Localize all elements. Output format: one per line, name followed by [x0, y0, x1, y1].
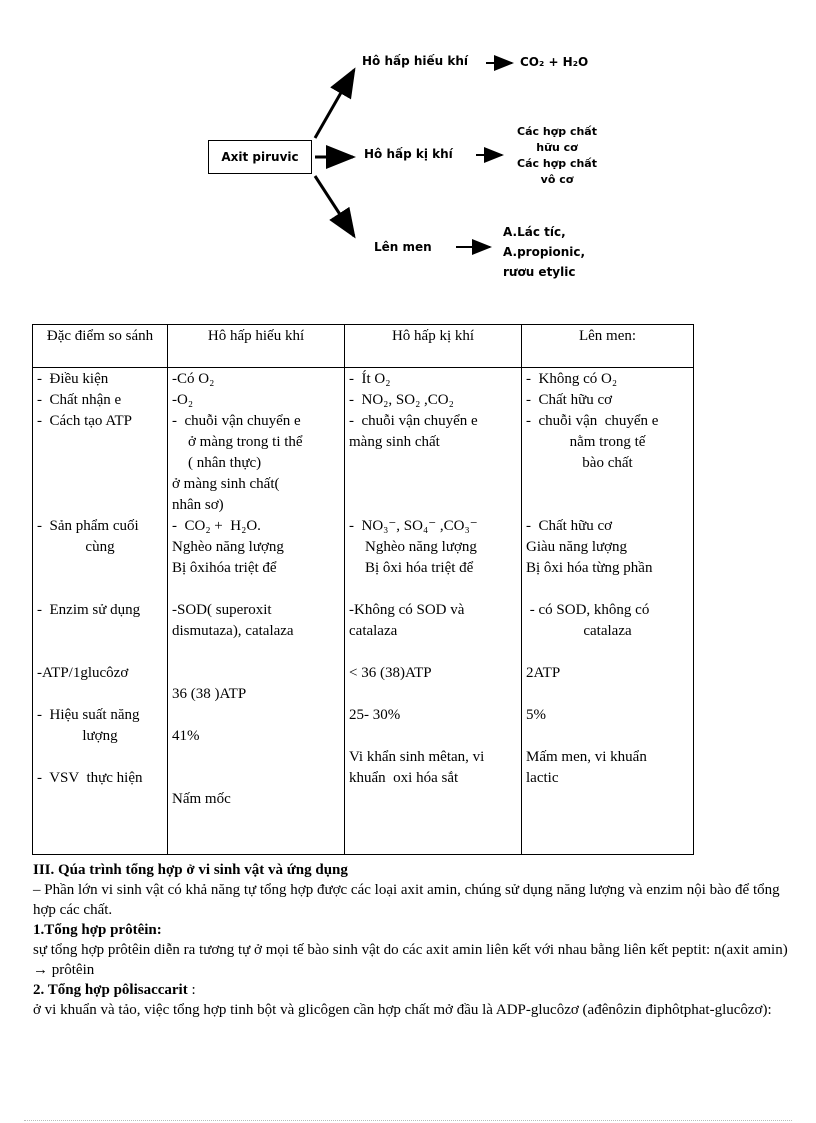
cell-line: catalaza: [349, 623, 398, 639]
anaerobic-cell: [345, 368, 522, 855]
cell-line: [349, 579, 517, 600]
page-bottom-rule: [24, 1120, 792, 1121]
cell-line: [37, 558, 163, 579]
cell-line: [37, 642, 163, 663]
comparison-table: [32, 324, 694, 855]
intro-paragraph: – Phần lớn vi sinh vật có khả năng tự tổng hợp được các loại axit amin, chúng sử dụng năng lượng và enzim nội bào để tổng hợp các chất.: [33, 882, 780, 918]
cell-line: -SOD( superoxit: [172, 602, 272, 618]
cell-line: nhân sơ): [172, 497, 224, 513]
cell-line: - chuỗi vận chuyển e: [172, 413, 301, 429]
fermentation-product-line: rươu etylic: [503, 265, 576, 279]
cell-line: 5%: [526, 707, 546, 723]
cell-line: [37, 747, 163, 768]
cell-line: 36 (38 )ATP: [172, 686, 247, 702]
cell-line: -O₂: [172, 392, 194, 408]
cell-line: - Cách tạo ATP: [37, 413, 132, 429]
cell-line: [37, 579, 163, 600]
table-header-row: [33, 325, 694, 368]
cell-line: - Chất nhận e: [37, 392, 122, 408]
cell-line: - CO₂ + H₂O.: [172, 518, 261, 534]
cell-line: - NO₂, SO₂ ,CO₂: [349, 392, 454, 408]
cell-line: cùng: [85, 539, 115, 555]
cell-line: - Điều kiện: [37, 371, 109, 387]
axit-piruvic-label: Axit piruvic: [221, 150, 299, 164]
notes-section: [33, 860, 793, 1020]
cell-line: [526, 642, 689, 663]
cell-line: ở màng sinh chất(: [172, 476, 280, 492]
subheading-polysaccharide-line: [33, 980, 793, 1000]
cell-line: Bị ôxi hóa triệt để: [365, 560, 474, 576]
fermentation-product-line: A.propionic,: [503, 245, 586, 259]
cell-line: Bị ôxihóa triệt để: [172, 560, 277, 576]
cell-line: [172, 663, 340, 684]
cell-line: [349, 474, 517, 495]
anaerobic-product-line: Các hợp chất: [517, 125, 597, 138]
cell-line: - Chất hữu cơ: [526, 392, 613, 408]
cell-line: [349, 642, 517, 663]
cell-line: [37, 621, 163, 642]
cell-line: Vi khẩn sinh mêtan, vi: [349, 749, 485, 765]
header-cell: Hô hấp hiếu khí: [168, 325, 345, 368]
header-cell: Đặc điểm so sánh: [33, 325, 168, 368]
cell-line: bào chất: [582, 455, 633, 471]
anaerobic-products: [505, 124, 609, 188]
cell-line: lactic: [526, 770, 559, 786]
cell-line: màng sinh chất: [349, 434, 440, 450]
axit-piruvic-box: [208, 140, 312, 174]
cell-line: [172, 642, 340, 663]
cell-line: - VSV thực hiện: [37, 770, 143, 786]
cell-line: - Không có O₂: [526, 371, 618, 387]
anaerobic-product-line: vô cơ: [540, 173, 574, 186]
anaerobic-label: Hô hấp kị khí: [364, 147, 453, 161]
cell-line: [526, 684, 689, 705]
subheading-protein: 1.Tổng hợp prôtêin:: [33, 922, 162, 938]
cell-line: [37, 684, 163, 705]
cell-line: [37, 474, 163, 495]
cell-line: Nấm mốc: [172, 791, 231, 807]
cell-line: Giàu năng lượng: [526, 539, 628, 555]
cell-line: - chuỗi vận chuyển e: [349, 413, 478, 429]
cell-line: [526, 579, 689, 600]
cell-line: -Có O₂: [172, 371, 215, 387]
cell-line: [349, 453, 517, 474]
cell-line: ở màng trong ti thể: [188, 434, 303, 450]
cell-line: - Sản phẩm cuối: [37, 518, 139, 534]
table-row: [33, 368, 694, 855]
cell-line: Nghèo năng lượng: [172, 539, 284, 555]
cell-line: - NO₃⁻, SO₄⁻ ,CO₃⁻: [349, 518, 478, 534]
cell-line: Bị ôxi hóa từng phần: [526, 560, 653, 576]
cell-line: [349, 684, 517, 705]
cell-line: [172, 579, 340, 600]
polysaccharide-paragraph: ở vi khuẩn và tảo, việc tổng hợp tinh bột và glicôgen cần hợp chất mở đầu là ADP-glucôzơ (ađênôzin điphôtphat-glucôzơ):: [33, 1002, 772, 1018]
cell-line: [349, 495, 517, 516]
arrow-to-aerobic: [315, 70, 354, 138]
anaerobic-product-line: Các hợp chất: [517, 157, 597, 170]
cell-line: lượng: [82, 728, 118, 744]
cell-line: - Ít O₂: [349, 371, 391, 387]
cell-line: [526, 474, 689, 495]
cell-line: -Không có SOD và: [349, 602, 465, 618]
anaerobic-product-line: hữu cơ: [536, 141, 578, 154]
cell-line: catalaza: [583, 623, 632, 639]
cell-line: dismutaza), catalaza: [172, 623, 294, 639]
cell-line: - có SOD, không có: [526, 602, 650, 618]
cell-line: [172, 768, 340, 789]
cell-line: Mấm men, vi khuẩn: [526, 749, 647, 765]
cell-line: Nghèo năng lượng: [365, 539, 477, 555]
fermentation-products: [503, 222, 585, 282]
cell-line: khuẩn oxi hóa sắt: [349, 770, 459, 786]
aerobic-cell: [168, 368, 345, 855]
cell-line: [37, 453, 163, 474]
cell-line: nằm trong tế: [569, 434, 646, 450]
arrow-to-fermentation: [315, 176, 354, 236]
aerobic-product: CO₂ + H₂O: [520, 55, 589, 69]
cell-line: - Chất hữu cơ: [526, 518, 613, 534]
subheading-polysaccharide: 2. Tổng hợp pôlisaccarit: [33, 982, 188, 998]
cell-line: -ATP/1glucôzơ: [37, 665, 129, 681]
cell-line: - chuỗi vận chuyển e: [526, 413, 659, 429]
cell-line: - Hiệu suất năng: [37, 707, 140, 723]
cell-line: 2ATP: [526, 665, 561, 681]
cell-line: 25- 30%: [349, 707, 401, 723]
cell-line: - Enzim sử dụng: [37, 602, 141, 618]
cell-line: [37, 495, 163, 516]
cell-line: < 36 (38)ATP: [349, 665, 432, 681]
aerobic-label: Hô hấp hiếu khí: [362, 54, 469, 68]
cell-line: [349, 726, 517, 747]
cell-line: 41%: [172, 728, 200, 744]
fermentation-label: Lên men: [374, 240, 432, 254]
header-cell: Lên men:: [522, 325, 694, 368]
cell-line: [526, 495, 689, 516]
cell-line: [172, 747, 340, 768]
cell-line: [172, 705, 340, 726]
protein-paragraph: sự tổng hợp prôtêin diễn ra tương tự ở mọi tế bào sinh vật do các axit amin liên kết với nhau bằng liên kết peptit: n(axit amin) → prôtêin: [33, 942, 788, 978]
fermentation-cell: [522, 368, 694, 855]
cell-line: [37, 432, 163, 453]
cell-line: [526, 726, 689, 747]
subheading-colon: :: [187, 982, 196, 998]
section-heading: III. Qúa trình tổng hợp ở vi sinh vật và ứng dụng: [33, 862, 348, 878]
fermentation-product-line: A.Lác tíc,: [503, 225, 566, 239]
cell-line: ( nhân thực): [188, 455, 262, 471]
criteria-cell: [33, 368, 168, 855]
header-cell: Hô hấp kị khí: [345, 325, 522, 368]
